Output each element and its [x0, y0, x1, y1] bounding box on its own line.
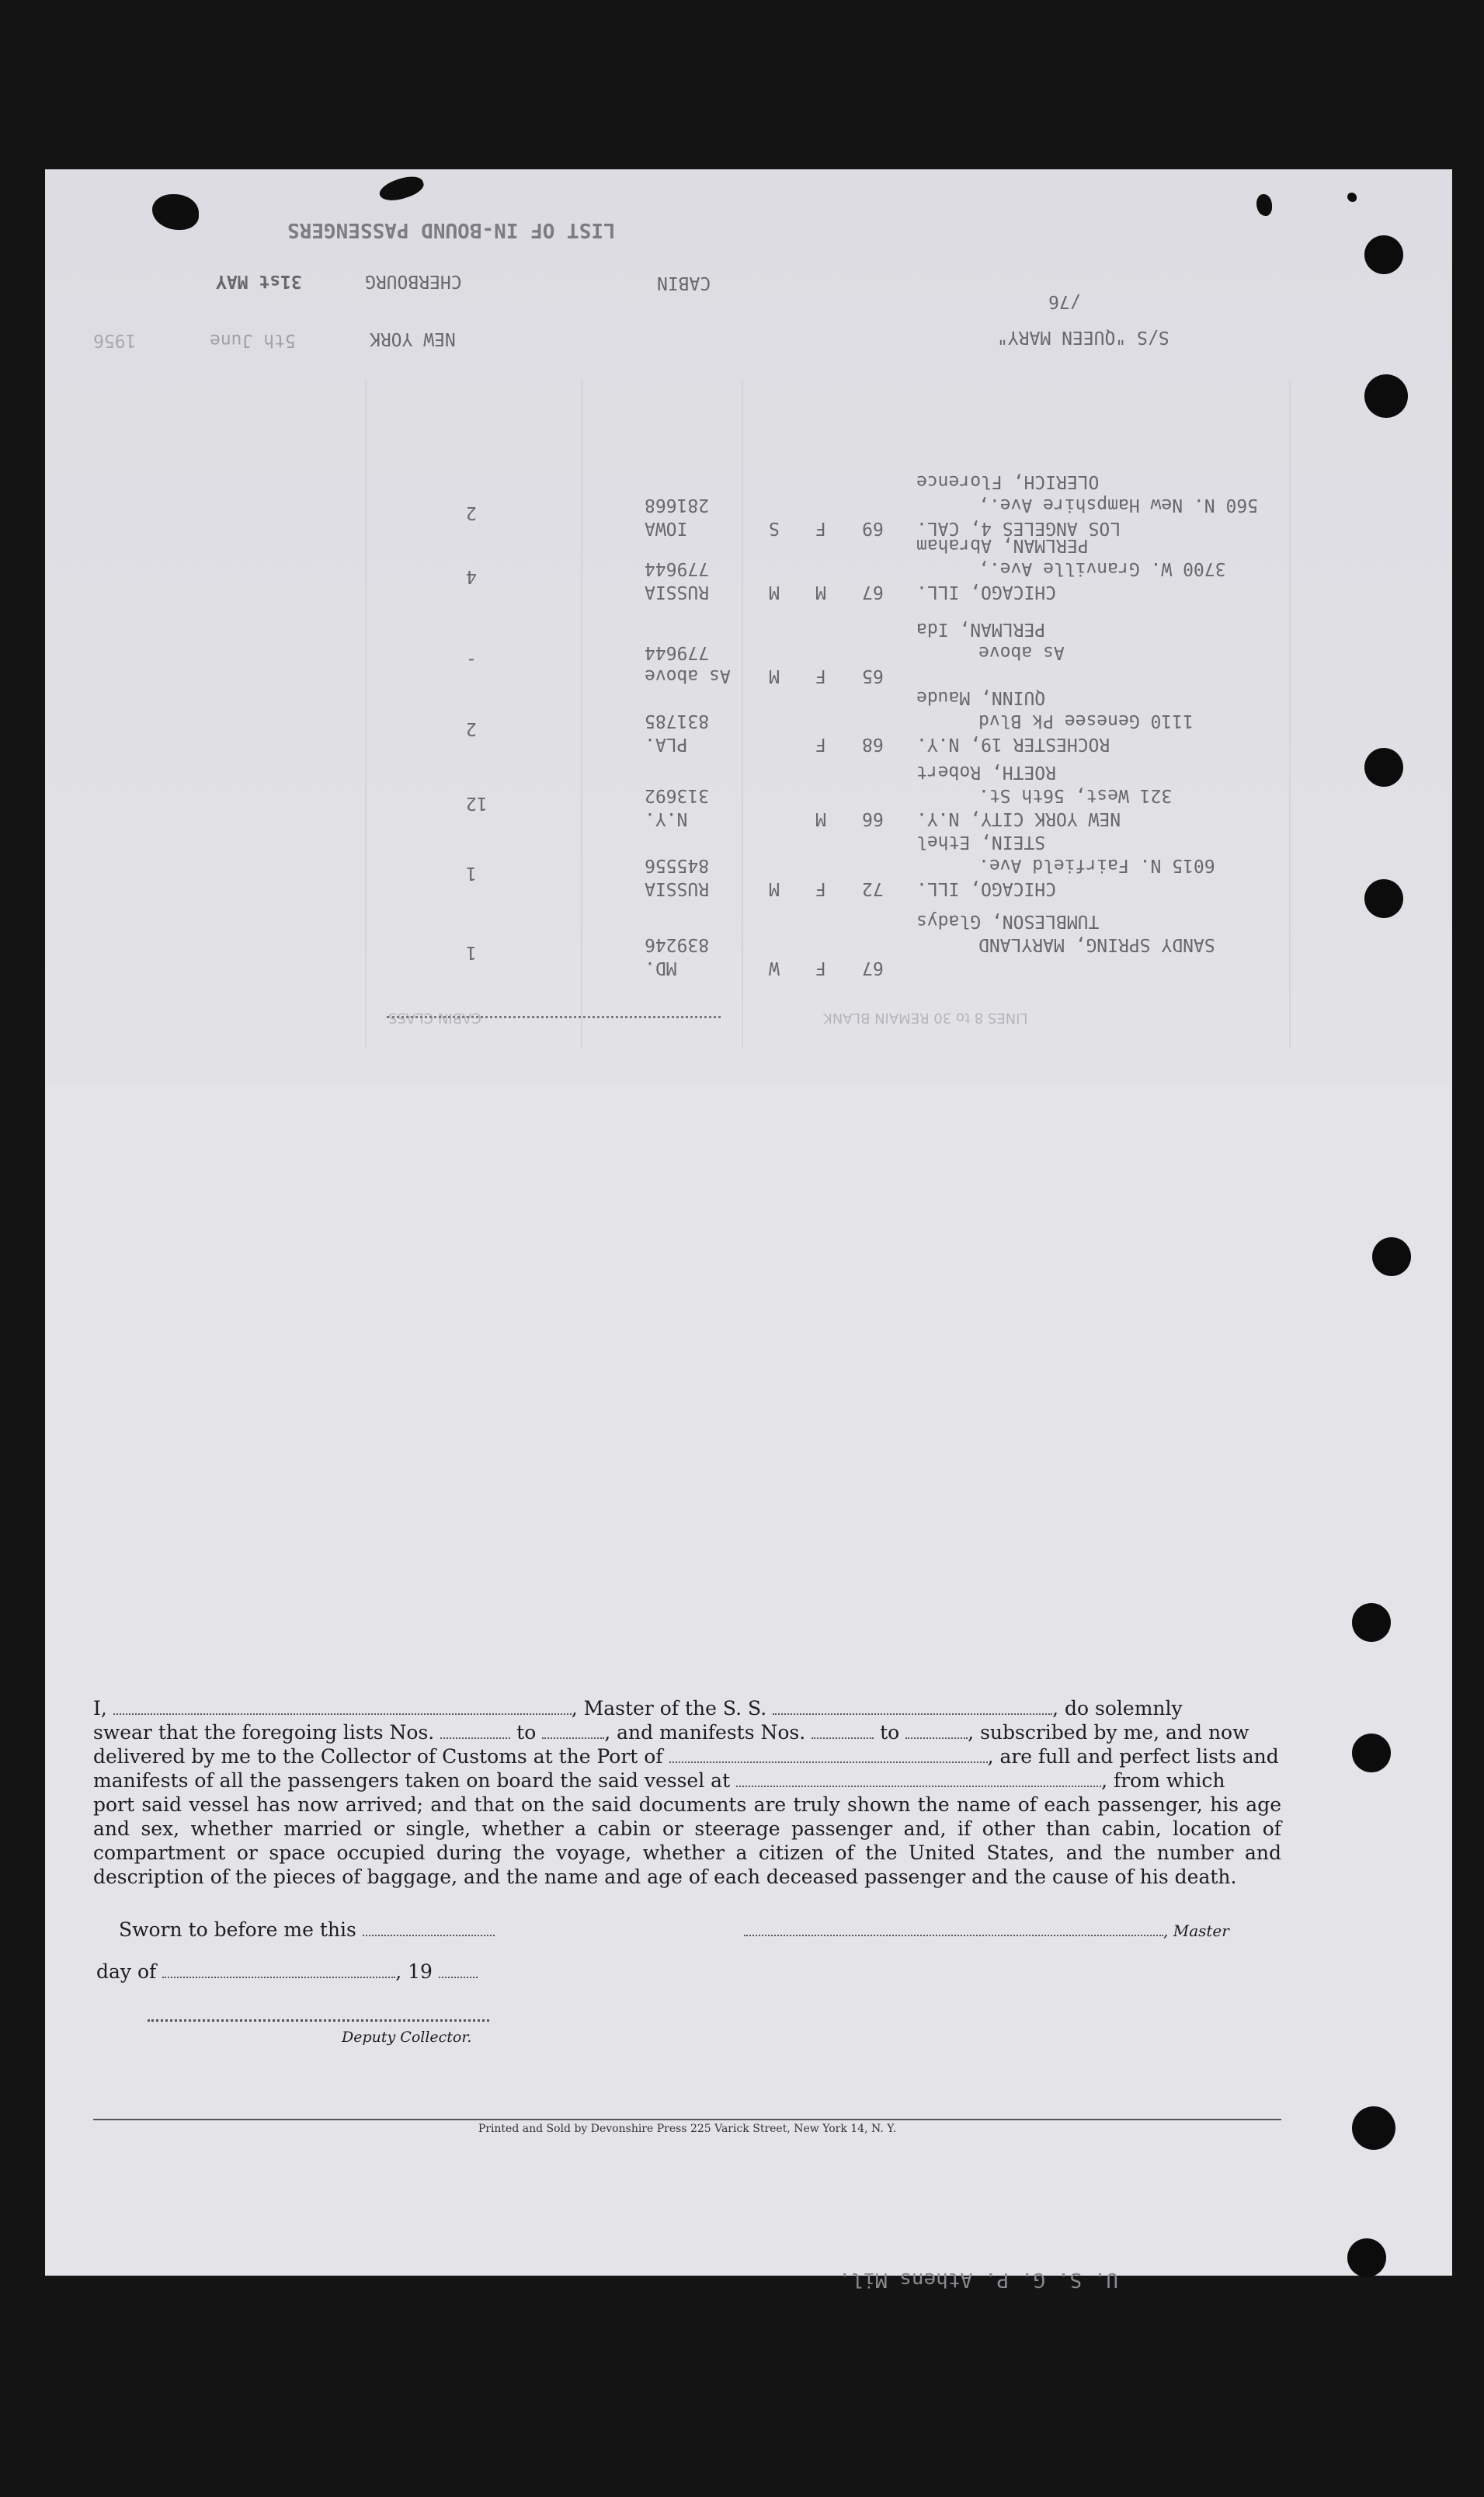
- ship-name-field[interactable]: [773, 1698, 1052, 1715]
- citizenship: RUSSIA: [645, 878, 710, 899]
- passenger-sex: M: [815, 809, 826, 829]
- baggage-count: 1: [466, 942, 477, 962]
- ink-blot: [1256, 194, 1272, 216]
- binding-hole: [1372, 1237, 1411, 1276]
- oath-text: swear that the foregoing lists Nos.: [93, 1721, 435, 1744]
- header-bleed-year: 1956: [93, 330, 137, 350]
- column-rule: [1289, 381, 1291, 1049]
- ink-blot: [1347, 193, 1357, 202]
- oath-line-4: [93, 1768, 1281, 1793]
- manifest-to-field[interactable]: [905, 1722, 968, 1739]
- binding-hole: [1352, 1603, 1391, 1642]
- day-of-label: day of: [96, 1960, 157, 1983]
- departure-port-field[interactable]: [736, 1770, 1101, 1787]
- citizenship: IOWA: [645, 518, 688, 538]
- header-bleed-sheet: /76: [1048, 291, 1081, 311]
- header-bleed-title: LIST OF IN-BOUND PASSENGERS: [287, 218, 616, 242]
- passport-number: 845556: [645, 855, 710, 875]
- passenger-age: 72: [862, 878, 884, 899]
- passenger-age: 67: [862, 582, 884, 602]
- passenger-age: 65: [862, 666, 884, 686]
- oath-text: , Master of the S. S.: [571, 1697, 767, 1720]
- year-label: , 19: [395, 1960, 433, 1983]
- master-signature-field[interactable]: [744, 1919, 1163, 1936]
- binding-hole: [1352, 1734, 1391, 1772]
- citizenship: RUSSIA: [645, 582, 710, 602]
- passenger-name: PERLMAN, Ida: [916, 619, 1046, 639]
- passenger-age: 69: [862, 518, 884, 538]
- binding-hole: [1364, 235, 1403, 274]
- passenger-address: 560 N. New Hampshire Ave.,: [978, 495, 1259, 515]
- passenger-sex: M: [815, 582, 826, 602]
- list-from-field[interactable]: [440, 1722, 510, 1739]
- column-rule: [581, 381, 582, 1049]
- oath-text: , are full and perfect lists and: [987, 1745, 1279, 1768]
- citizenship: N.Y.: [645, 809, 688, 829]
- passenger-name: QUINN, Maude: [916, 687, 1046, 708]
- deputy-label: Deputy Collector.: [342, 2029, 472, 2046]
- sworn-day-field[interactable]: [363, 1919, 495, 1936]
- oath-text: delivered by me to the Collector of Customs at the Port of: [93, 1745, 663, 1768]
- passenger-age: 68: [862, 734, 884, 754]
- passenger-ms: S: [769, 518, 780, 538]
- passenger-address: CHICAGO, ILL.: [916, 582, 1057, 602]
- master-label: , Master: [1163, 1921, 1229, 1940]
- citizenship: MD.: [645, 958, 677, 978]
- master-oath: [93, 1696, 1281, 1889]
- month-field[interactable]: [162, 1961, 395, 1978]
- sworn-label: Sworn to before me this: [119, 1918, 356, 1941]
- binding-hole: [1364, 748, 1403, 787]
- passenger-age: 66: [862, 809, 884, 829]
- passport-number: 831785: [645, 711, 710, 731]
- oath-text: to: [880, 1721, 900, 1744]
- passport-number: 281668: [645, 495, 710, 515]
- citizenship: As above: [645, 666, 731, 686]
- bottom-bleed-text: U. S. G. P. Athens Mil.: [839, 2268, 1119, 2291]
- passenger-ms: M: [769, 666, 780, 686]
- passenger-sex: F: [815, 958, 826, 978]
- column-rule: [365, 381, 367, 1049]
- oath-text: manifests of all the passengers taken on board the said vessel at: [93, 1769, 731, 1792]
- passenger-address: SANDY SPRING, MARYLAND: [978, 934, 1215, 955]
- binding-hole: [1352, 2106, 1395, 2150]
- class-note: CABIN CLASS: [388, 1010, 481, 1026]
- passenger-name: STEIN, Ethel: [916, 832, 1046, 852]
- manifest-from-field[interactable]: [812, 1722, 874, 1739]
- baggage-count: 12: [466, 793, 488, 813]
- citizenship: PLA.: [645, 734, 688, 754]
- oath-line-3: [93, 1744, 1281, 1768]
- passport-number: 839246: [645, 934, 710, 955]
- passenger-sex: F: [815, 734, 826, 754]
- oath-text: , from which: [1101, 1769, 1225, 1792]
- passport-number: 313692: [645, 785, 710, 805]
- header-bleed-class: CABIN: [657, 273, 711, 293]
- header-bleed-arrival: 5th June: [210, 330, 296, 350]
- sworn-line: [119, 1918, 495, 1941]
- port-field[interactable]: [669, 1746, 988, 1763]
- passenger-sex: F: [815, 666, 826, 686]
- passport-number: 779644: [645, 642, 710, 663]
- passenger-sex: F: [815, 518, 826, 538]
- passenger-address: 1110 Genesee Pk Blvd: [978, 711, 1194, 731]
- oath-text: , do solemnly: [1052, 1697, 1183, 1720]
- printer-footer: Printed and Sold by Devonshire Press 225 Varick Street, New York 14, N. Y.: [478, 2123, 897, 2135]
- passenger-ms: M: [769, 878, 780, 899]
- baggage-count: -: [466, 650, 477, 670]
- passenger-ms: W: [769, 958, 780, 978]
- header-bleed-date: 31st MAY: [216, 271, 302, 291]
- binding-hole: [1347, 2238, 1386, 2277]
- binding-hole: [1364, 879, 1403, 918]
- master-signature-line: [744, 1918, 1229, 1941]
- passenger-address: CHICAGO, ILL.: [916, 878, 1057, 899]
- lines-note: LINES 8 to 30 REMAIN BLANK: [823, 1010, 1028, 1026]
- passenger-name: PERLMAN, Abraham: [916, 535, 1089, 555]
- baggage-count: 2: [466, 718, 477, 739]
- column-rule: [742, 381, 743, 1049]
- oath-text: I,: [93, 1697, 107, 1720]
- passenger-address: ROCHESTER 19, N.Y.: [916, 734, 1110, 754]
- oath-text: , and manifests Nos.: [604, 1721, 806, 1744]
- day-of-line: [96, 1960, 478, 1983]
- passenger-age: 67: [862, 958, 884, 978]
- oath-body: port said vessel has now arrived; and that on the said documents are truly shown the name of each passenger, his age and sex, whether married or single, whether a cabin or steerage passenger and, if other than cabin, location of compartment or space occupied during the voyage, whether a citizen of the United States, and the number and description of the pieces of baggage, and the name and age of each deceased passenger and the cause of his death.: [93, 1793, 1281, 1888]
- deputy-signature-field[interactable]: [148, 2019, 489, 2022]
- master-name-field[interactable]: [113, 1698, 572, 1715]
- oath-text: to: [516, 1721, 537, 1744]
- binding-hole: [1364, 374, 1408, 418]
- passenger-sex: F: [815, 878, 826, 899]
- passenger-name: OLERICH, Florence: [916, 471, 1100, 492]
- header-bleed-port: CHERBOURG: [365, 271, 462, 291]
- passport-number: 779644: [645, 558, 710, 579]
- passenger-address: 3700 W. Granville Ave.,: [978, 558, 1226, 579]
- year-field[interactable]: [439, 1961, 478, 1978]
- passenger-address: 6015 N. Fairfield Ave.: [978, 855, 1215, 875]
- list-to-field[interactable]: [542, 1722, 604, 1739]
- dotted-line: [387, 1016, 721, 1018]
- oath-text: , subscribed by me, and now: [968, 1721, 1249, 1744]
- passenger-name: ROETH, Robert: [916, 762, 1057, 782]
- passenger-name: TUMBLESON, Gladys: [916, 911, 1100, 931]
- passenger-address: LOS ANGELES 4, CAL.: [916, 518, 1121, 538]
- passenger-address: As above: [978, 642, 1065, 663]
- header-bleed-dest: NEW YORK: [370, 329, 456, 349]
- baggage-count: 1: [466, 863, 477, 883]
- passenger-address: NEW YORK CITY, N.Y.: [916, 809, 1121, 829]
- passenger-address: 321 West, 56th St.: [978, 785, 1173, 805]
- footer-rule: [93, 2119, 1281, 2120]
- baggage-count: 4: [466, 566, 477, 586]
- header-bleed-ship: S/S "QUEEN MARY": [997, 327, 1169, 347]
- passenger-ms: M: [769, 582, 780, 602]
- baggage-count: 2: [466, 503, 477, 523]
- oath-line-2: [93, 1720, 1281, 1744]
- bleed-through-area: [45, 169, 1452, 1086]
- oath-line-1: [93, 1696, 1281, 1720]
